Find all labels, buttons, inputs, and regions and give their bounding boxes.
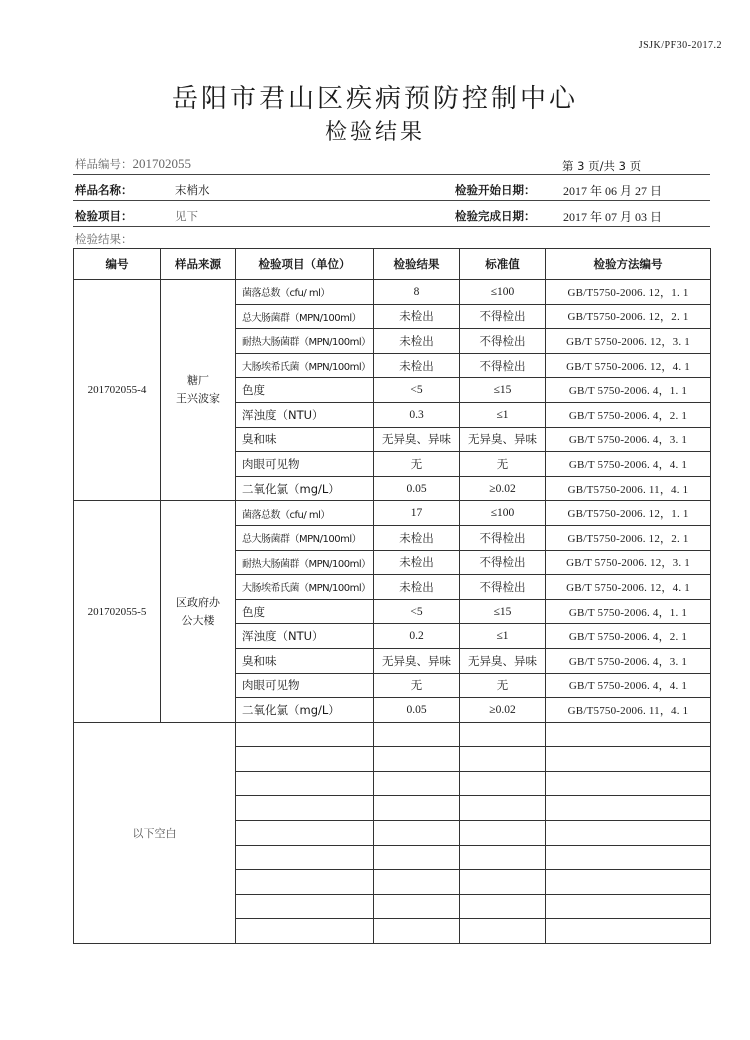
blank-cell	[460, 894, 546, 919]
test-result-cell: 0.05	[374, 698, 460, 723]
sample-name-label: 样品名称：	[75, 183, 133, 197]
header-result: 检验结果	[374, 249, 460, 280]
table-row	[74, 501, 711, 526]
standard-value-cell: ≥0.02	[460, 698, 546, 723]
method-code-cell: GB/T5750-2006. 11，4. 1	[546, 698, 711, 723]
start-date-label: 检验开始日期：	[455, 183, 536, 197]
method-code-cell: GB/T 5750-2006. 4，2. 1	[546, 402, 711, 427]
blank-cell	[236, 919, 374, 944]
standard-value-cell: ≤15	[460, 378, 546, 403]
test-result-cell: 未检出	[374, 575, 460, 600]
organization-title: 岳阳市君山区疾病预防控制中心	[171, 84, 578, 114]
test-result-cell: 未检出	[374, 329, 460, 354]
standard-value-cell: 无异臭、异味	[460, 648, 546, 673]
test-result-cell: 未检出	[374, 353, 460, 378]
blank-cell	[460, 771, 546, 796]
test-item-cell: 浑浊度（NTU）	[236, 402, 374, 427]
test-item-cell: 色度	[236, 599, 374, 624]
standard-value-cell: 不得检出	[460, 575, 546, 600]
sample-source-cell	[161, 501, 236, 722]
test-result-cell: 0.3	[374, 402, 460, 427]
blank-cell	[374, 821, 460, 846]
sample-number-label: 样品编号：	[75, 157, 133, 171]
standard-value-cell: 不得检出	[460, 353, 546, 378]
test-item-cell: 大肠埃希氏菌（MPN/100ml）	[236, 353, 374, 378]
standard-value-cell: ≤1	[460, 624, 546, 649]
blank-cell	[546, 845, 711, 870]
standard-value-cell: 不得检出	[460, 550, 546, 575]
blank-cell	[236, 771, 374, 796]
test-result-cell: <5	[374, 378, 460, 403]
standard-value-cell: 不得检出	[460, 525, 546, 550]
test-item-value: 见下	[175, 209, 198, 223]
blank-cell	[236, 845, 374, 870]
blank-cell	[374, 722, 460, 747]
method-code-cell: GB/T 5750-2006. 4，2. 1	[546, 624, 711, 649]
blank-cell	[460, 796, 546, 821]
method-code-cell: GB/T 5750-2006. 4，3. 1	[546, 648, 711, 673]
method-code-cell: GB/T5750-2006. 11，4. 1	[546, 476, 711, 501]
test-result-cell: 无	[374, 452, 460, 477]
blank-cell	[374, 771, 460, 796]
test-item-cell: 总大肠菌群（MPN/100ml）	[236, 304, 374, 329]
sample-source-line: 公大楼	[181, 613, 215, 627]
method-code-cell: GB/T5750-2006. 12，1. 1	[546, 501, 711, 526]
blank-cell	[236, 894, 374, 919]
header-method: 检验方法编号	[546, 249, 711, 280]
standard-value-cell: 不得检出	[460, 304, 546, 329]
test-result-cell: 无异臭、异味	[374, 648, 460, 673]
method-code-cell: GB/T5750-2006. 12，2. 1	[546, 304, 711, 329]
test-result-cell: <5	[374, 599, 460, 624]
test-item-cell: 色度	[236, 378, 374, 403]
divider	[73, 226, 710, 227]
method-code-cell: GB/T 5750-2006. 4，1. 1	[546, 599, 711, 624]
blank-cell	[546, 771, 711, 796]
results-label: 检验结果：	[75, 232, 133, 246]
test-result-cell: 17	[374, 501, 460, 526]
test-item-cell: 臭和味	[236, 427, 374, 452]
sample-source-cell	[161, 280, 236, 501]
blank-cell	[236, 821, 374, 846]
header-source: 样品来源	[161, 249, 236, 280]
blank-cell	[546, 821, 711, 846]
test-result-cell: 8	[374, 280, 460, 305]
end-date-value: 2017 年 07 月 03 日	[563, 210, 663, 224]
method-code-cell: GB/T 5750-2006. 12，3. 1	[546, 550, 711, 575]
table-header-row	[74, 249, 711, 280]
sample-name-value: 末梢水	[175, 183, 210, 197]
method-code-cell: GB/T 5750-2006. 12，4. 1	[546, 575, 711, 600]
blank-cell	[460, 722, 546, 747]
standard-value-cell: 不得检出	[460, 329, 546, 354]
standard-value-cell: ≥0.02	[460, 476, 546, 501]
test-result-cell: 未检出	[374, 304, 460, 329]
test-item-cell: 菌落总数（cfu/ ml）	[236, 501, 374, 526]
blank-cell	[374, 919, 460, 944]
blank-cell	[236, 870, 374, 895]
method-code-cell: GB/T 5750-2006. 4，3. 1	[546, 427, 711, 452]
sample-name	[75, 182, 133, 198]
blank-cell	[546, 894, 711, 919]
divider	[73, 200, 710, 201]
sample-number	[75, 156, 191, 172]
blank-cell	[374, 747, 460, 772]
test-item-cell: 二氧化氯（mg/L）	[236, 698, 374, 723]
sample-number-value: 201702055	[132, 156, 191, 171]
method-code-cell: GB/T 5750-2006. 12，3. 1	[546, 329, 711, 354]
test-item-cell: 总大肠菌群（MPN/100ml）	[236, 525, 374, 550]
standard-value-cell: ≤1	[460, 402, 546, 427]
blank-cell	[546, 919, 711, 944]
sample-source-line: 王兴波家	[176, 392, 220, 406]
start-date-value: 2017 年 06 月 27 日	[563, 184, 663, 198]
header-item: 检验项目（单位）	[236, 249, 374, 280]
page-info: 第 3 页/共 3 页	[562, 159, 642, 173]
test-result-cell: 未检出	[374, 525, 460, 550]
sample-id-cell: 201702055-5	[74, 501, 161, 722]
table-row	[74, 280, 711, 305]
test-item-cell: 大肠埃希氏菌（MPN/100ml）	[236, 575, 374, 600]
report-title: 检验结果	[324, 120, 425, 145]
blank-cell	[546, 747, 711, 772]
standard-value-cell: ≤100	[460, 280, 546, 305]
standard-value-cell: 无	[460, 673, 546, 698]
standard-value-cell: 无	[460, 452, 546, 477]
test-item-cell: 臭和味	[236, 648, 374, 673]
standard-value-cell: ≤100	[460, 501, 546, 526]
blank-cell	[236, 722, 374, 747]
blank-cell	[546, 796, 711, 821]
results-table	[73, 248, 711, 944]
method-code-cell: GB/T 5750-2006. 12，4. 1	[546, 353, 711, 378]
sample-id-cell: 201702055-4	[74, 280, 161, 501]
document-code: JSJK/PF30-2017.2	[638, 40, 722, 51]
end-date-label: 检验完成日期：	[455, 209, 536, 223]
standard-value-cell: 无异臭、异味	[460, 427, 546, 452]
blank-cell	[374, 870, 460, 895]
blank-cell	[236, 796, 374, 821]
test-result-cell: 0.2	[374, 624, 460, 649]
blank-label-cell: 以下空白	[74, 722, 236, 943]
test-item-cell: 耐热大肠菌群（MPN/100ml）	[236, 329, 374, 354]
test-result-cell: 未检出	[374, 550, 460, 575]
blank-cell	[460, 919, 546, 944]
test-item-cell: 肉眼可见物	[236, 452, 374, 477]
blank-cell	[460, 870, 546, 895]
sample-source-line: 区政府办	[176, 595, 220, 609]
method-code-cell: GB/T 5750-2006. 4，4. 1	[546, 673, 711, 698]
blank-cell	[374, 796, 460, 821]
method-code-cell: GB/T5750-2006. 12，1. 1	[546, 280, 711, 305]
method-code-cell: GB/T 5750-2006. 4，4. 1	[546, 452, 711, 477]
blank-cell	[460, 845, 546, 870]
test-item-cell: 耐热大肠菌群（MPN/100ml）	[236, 550, 374, 575]
test-result-cell: 无	[374, 673, 460, 698]
blank-cell	[374, 894, 460, 919]
test-item-label: 检验项目：	[75, 209, 133, 223]
test-result-cell: 0.05	[374, 476, 460, 501]
blank-cell	[546, 870, 711, 895]
sample-source-line: 糖厂	[187, 374, 209, 388]
method-code-cell: GB/T 5750-2006. 4，1. 1	[546, 378, 711, 403]
test-item-cell: 菌落总数（cfu/ ml）	[236, 280, 374, 305]
test-item-cell: 肉眼可见物	[236, 673, 374, 698]
blank-cell	[460, 747, 546, 772]
header-id: 编号	[74, 249, 161, 280]
test-result-cell: 无异臭、异味	[374, 427, 460, 452]
method-code-cell: GB/T5750-2006. 12，2. 1	[546, 525, 711, 550]
test-item-cell: 浑浊度（NTU）	[236, 624, 374, 649]
blank-row	[74, 722, 711, 747]
blank-cell	[374, 845, 460, 870]
blank-cell	[236, 747, 374, 772]
divider	[73, 174, 710, 175]
standard-value-cell: ≤15	[460, 599, 546, 624]
test-item-cell: 二氧化氯（mg/L）	[236, 476, 374, 501]
blank-cell	[460, 821, 546, 846]
blank-cell	[546, 722, 711, 747]
header-standard: 标准值	[460, 249, 546, 280]
